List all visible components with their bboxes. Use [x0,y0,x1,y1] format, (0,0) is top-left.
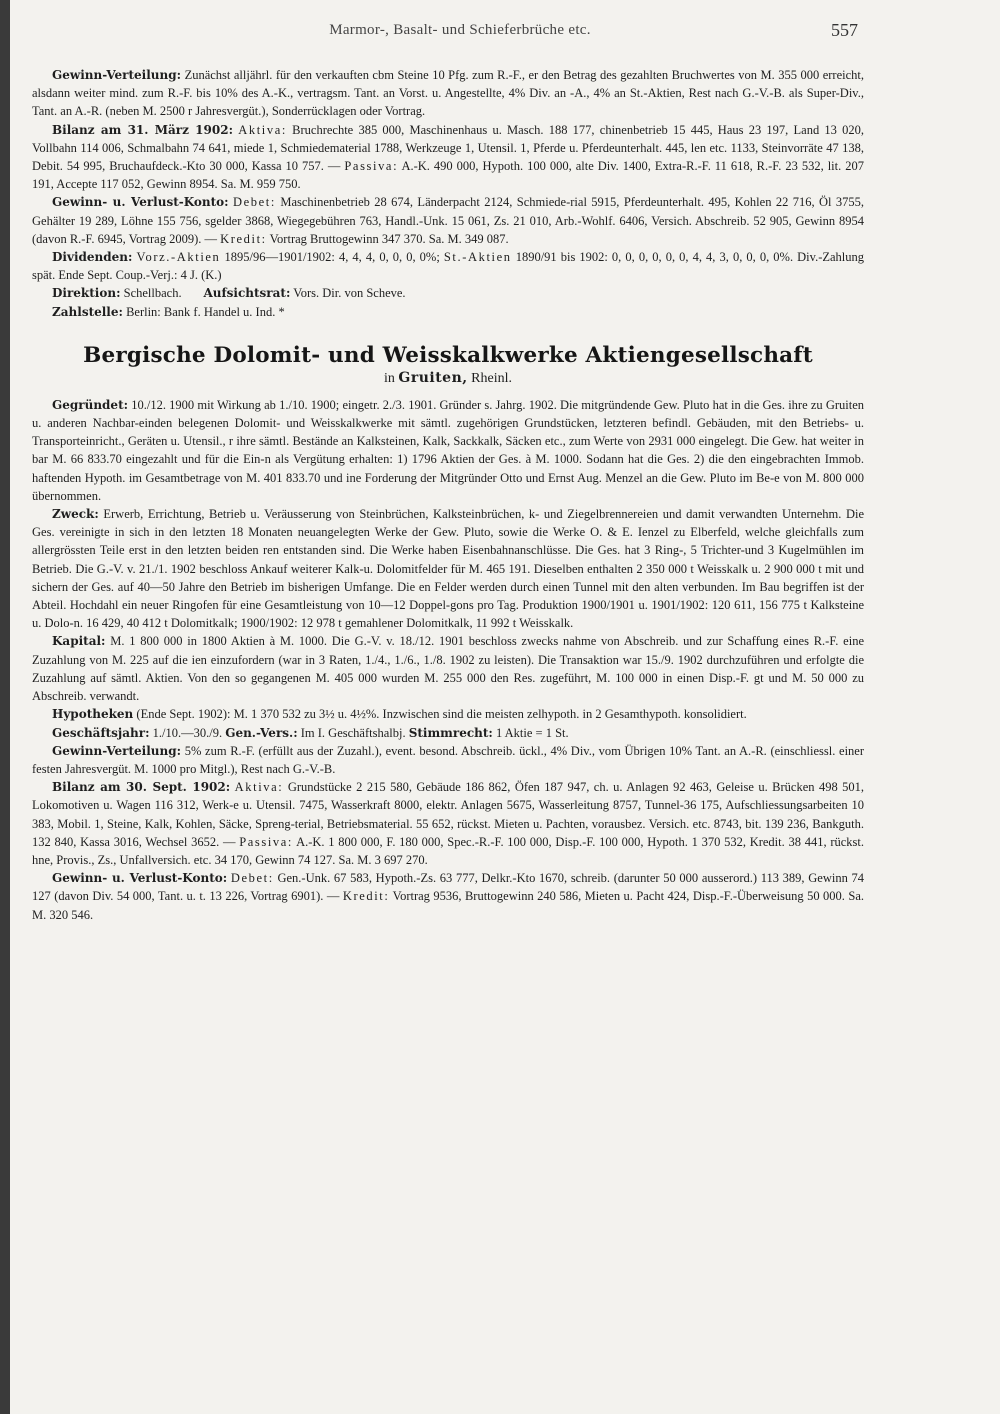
label-aktiva-2: Aktiva: [234,780,284,795]
label-debet: Debet: [233,195,276,210]
text-gewinn-verteilung: Zunächst alljährl. für den verkauften cbm Steine 10 Pfg. zum R.-F., er den Betrag des gezahlten Bruchwertes von M. 355 000 erreicht, alsdann weiter mind. zum R.-F. bis 10% des A.-K., vertragsm. Tant. an Vorst. u. Angestellte, 4% Div. an -A., 4% an St.-Aktien, Rest nach G.-V.-B. als Super-Div., Tant. an A.-R. (neben M. 2500 r Jahresvergüt.), Sonderrücklagen oder Vortrag. [32,68,865,119]
entry-zahlstelle [32,303,864,321]
book-spine-edge [0,0,10,1414]
text-kapital: M. 1 800 000 in 1800 Aktien à M. 1000. Die G.-V. v. 18./12. 1901 beschloss zwecks nahme von Abschreib. und zur Schaffung eines R.-F. eine Zuzahlung von M. 225 auf die ien einzufordern (war in 3 Raten, 1./4., 1./6., 1./8. 1902 zu leisten). Die Transaktion war 15./9. 1902 durchzuführen und erfolgte die Zuzahlung auf sämtl. Aktien. Von den so gegangenen M. 405 000 wurden M. 255 000 den Res. zugeführt, M. 100 000 in einen Disp.-F. gt und M. 50 000 zu Abschreib. verwandt. [32,634,864,704]
text-passiva: A.-K. 490 000, Hypoth. 100 000, alte Div. 1400, Extra-R.-F. 11 618, R.-F. 23 532, lit. 207 191, Accepte 117 052, Gewinn 8954. Sa. M. 959 750. [32,159,864,192]
text-gen-vers: Im I. Geschäftshalbj. [300,725,406,740]
text-stimmrecht: 1 Aktie = 1 St. [495,725,569,740]
label-aktiva: Aktiva: [238,122,287,137]
page-number: 557 [831,20,858,40]
label-zahlstelle: Zahlstelle: [52,304,123,319]
text-gewinn-verteilung-2: 5% zum R.-F. (erfüllt aus der Zuzahl.), event. besond. Abschreib. ückl., 4% Div., vom Übrigen 10% Tant. an A.-R. (einschliessl. einer festen Jahresvergüt. M. 1000 pro Mitgl.), Rest nach G.-V.-B. [32,743,864,776]
entry-hypotheken [32,705,864,723]
entry-gewinn-verlust-2 [32,869,864,924]
company-header [32,343,864,388]
entry-zweck [32,505,864,632]
text-st-aktien: 1890/91 bis 1902: 0, 0, 0, 0, 0, 0, 4, 4, 3, 0, 0, 0, 0%. Div.-Zahlung spät. Ende Sept. Coup.-Verj.: 4 J. (K.) [32,250,865,283]
label-zweck: Zweck: [52,507,99,522]
text-aufsichtsrat: Vors. Dir. von Scheve. [293,286,406,301]
place-prefix: in [384,370,395,386]
label-kapital: Kapital: [52,634,106,649]
place-name: Gruiten, [398,369,468,386]
entry-gewinn-verteilung-2 [32,742,864,778]
place-region: Rheinl. [471,370,512,386]
page-header [60,22,860,46]
text-column [32,66,864,924]
label-aufsichtsrat: Aufsichtsrat: [203,286,291,301]
entry-geschaeftsjahr [32,724,864,742]
label-kredit: Kredit: [220,231,267,246]
label-debet-2: Debet: [230,871,274,886]
label-gegruendet: Gegründet: [52,397,129,412]
text-aktiva: Bruchrechte 385 000, Maschinenhaus u. Masch. 188 177, chinenbetrieb 15 445, Haus 23 197, Land 13 020, Vollbahn 114 006, Schmalbahn 74 641, miede 1, Schmiedematerial 1788, Werkzeuge 1, Utensil. 1, Pferde u. Pferdeunterhalt. 445, len etc. 1133, Steinvorräte 47 138, Debit. 54 995, Bruchaufdeck.-Kto 30 000, Kassa 10 757. — [32,122,864,174]
entry-gewinn-verlust [32,193,864,248]
entry-dividenden [32,248,864,284]
text-geschaeftsjahr: 1./10.—30./9. [152,725,223,740]
text-direktion: Schellbach. [123,286,182,301]
label-stimmrecht: Stimmrecht: [408,725,493,740]
label-passiva-2: Passiva: [239,834,293,849]
company-name: Bergische Dolomit- und Weisskalkwerke Aktiengesellschaft [83,342,813,368]
entry-gegruendet [32,396,864,505]
text-kredit: Vortrag Bruttogewinn 347 370. Sa. M. 349 087. [269,231,509,246]
label-passiva: Passiva: [344,159,399,174]
entry-kapital [32,632,864,705]
entry-gewinn-verteilung [32,66,864,121]
entry-bilanz-2 [32,778,864,869]
text-zweck: Erwerb, Errichtung, Betrieb u. Veräusserung von Steinbrüchen, Kalksteinbrüchen, k- und Ziegelbrennereien und damit verwandten Unternehm. Die Ges. vereinigte in sich in den letzten 18 Monaten neuangelegten Werke der Gew. Pluto, sowie die Werke O. & E. Ienzel zu Elberfeld, welche gleichfalls zum allergrössten Teile erst in den letzten beiden ren entstanden sind. Die Werke haben Eisenbahnanschlüsse. Die Ges. hat 3 Ring-, 5 Trichter-und 3 Kugelmühlen im Betrieb. Die G.-V. v. 21./1. 1902 beschloss Ankauf weiterer Kalk-u. Dolomitfelder für M. 465 191. Dieselben enthalten 2 350 000 t Weisskalk u. 2 900 000 t mit und sichern der Ges. auf 40—50 Jahre den Betrieb im bisherigen Umfange. Die en Felder werden durch einen Tunnel mit den alten verbunden. Im Bau begriffen ist der Abteil. Hochdahl ein neuer Ringofen für eine Gesamtleistung von 10—12 Doppel-gons pro Tag. Produktion 1900/1901 u. 1901/1902: 120 611, 156 775 t Kalksteine u. Dolo-n. 16 429, 40 412 t Dolomitkalk; 1900/1902: 12 978 t gemahlener Dolomitkalk, 11 992 t Weisskalk. [32,507,865,631]
label-gewinn-verlust-2: Gewinn- u. Verlust-Konto: [52,871,228,886]
label-hypotheken: Hypotheken [52,707,134,722]
label-dividenden: Dividenden: [52,250,133,265]
text-zahlstelle: Berlin: Bank f. Handel u. Ind. * [126,304,285,319]
text-aktiva-2: Grundstücke 2 215 580, Gebäude 186 862, Öfen 187 947, ch. u. Anlagen 92 463, Geleise u. Brücken 498 501, Lokomotiven u. Wagen 116 312, Werk-e u. Utensil. 7475, Wasserkraft 8000, elektr. Anlagen 5675, Wasserleitung 8757, Tunnel-36 175, Aufschliessungsarbeiten 10 383, Mobil. 1, Steine, Kalk, Kohlen, Säcke, Spreng-terial, Betriebsmaterial. 55 652, rückst. Mieten u. Pachten, vorausbez. Versich. etc. 8743, bit. 139 236, Bankguth. 132 840, Kassa 3016, Wechsel 3652. — [32,780,865,849]
company-location [32,369,864,388]
entry-direktion [32,284,864,302]
text-passiva-2: A.-K. 1 800 000, F. 180 000, Spec.-R.-F. 100 000, Disp.-F. 100 000, Hypoth. 1 370 532, Kredit. 38 441, rückst. hne, Provis., Zs., Unfallversich. etc. 34 170, Gewinn 74 127. Sa. M. 3 697 270. [32,834,865,867]
label-bilanz: Bilanz am 31. März 1902: [52,122,234,137]
label-st-aktien: St.-Aktien [443,250,512,265]
text-gegruendet: 10./12. 1900 mit Wirkung ab 1./10. 1900; eingetr. 2./3. 1901. Gründer s. Jahrg. 1902. Die mitgründende Gew. Pluto hat in die Ges. ihre zu Gruiten u. anderen Nachbar-einden belegenen Dolomit- und Weisskalkwerke mit sämtl. zugehörigen Grundstücken, letzteren befindl. Gebäuden, mit den Betriebs- u. Transporteinricht., Geräten u. Utensil., r ihre sämtl. Bestände an Kalksteinen, Kalk, Sackkalk, Säcken etc., zum Werte von 2931 000 eingelegt. Die Gew. hat weiter in bar M. 66 833.70 eingezahlt und für die Ein-n als Vergütung erhalten: 1) 1796 Aktien der Ges. à M. 1000. Sodann hat die Ges. 2) die den eingebrachten Immob. haftenden Hypoth. im Gesamtbetrage von M. 401 833.70 und ine Forderung der Mitgründer Otto und Ernst Aug. Menzel an die Gew. Pluto im Be-e von M. 800 000 übernommen. [32,397,865,503]
running-title: Marmor-, Basalt- und Schieferbrüche etc. [329,22,591,38]
text-debet-2: Gen.-Unk. 67 583, Hypoth.-Zs. 63 777, Delkr.-Kto 1670, schreib. (darunter 50 000 ausserord.) 113 389, Gewinn 74 127 (davon Div. 54 000, Tant. u. t. 13 226, Vortrag 6901). — [32,871,864,904]
label-vorz-aktien: Vorz.-Aktien [136,250,221,265]
text-vorz-aktien: 1895/96—1901/1902: 4, 4, 4, 0, 0, 0, 0%; [224,250,440,265]
text-kredit-2: Vortrag 9536, Bruttogewinn 240 586, Mieten u. Pacht 424, Disp.-F.-Überweisung 50 000. Sa. M. 320 546. [32,889,865,922]
label-geschaeftsjahr: Geschäftsjahr: [52,725,150,740]
text-debet: Maschinenbetrieb 28 674, Länderpacht 2124, Schmiede-rial 5915, Pferdeunterhalt. 495, Kohlen 22 716, Öl 3755, Gehälter 19 289, Löhne 155 756, sgelder 3868, Wiegegebühren 763, Handl.-Unk. 15 061, Zs. 21 010, Arb.-Wohlf. 6406, Versich. Abschreib. 52 905, Gewinn 8954 (davon R.-F. 6945, Vortrag 2009). — [32,195,865,246]
label-gewinn-verteilung: Gewinn-Verteilung: [52,68,182,82]
label-gewinn-verlust: Gewinn- u. Verlust-Konto: [52,195,229,210]
label-kredit-2: Kredit: [342,889,390,904]
label-bilanz-2: Bilanz am 30. Sept. 1902: [52,780,231,795]
label-gen-vers: Gen.-Vers.: [225,725,298,740]
label-direktion: Direktion: [52,286,121,301]
text-hypotheken: (Ende Sept. 1902): M. 1 370 532 zu 3½ u. 4½%. Inzwischen sind die meisten zelhypoth. in 2 Gesamthypoth. konsolidiert. [136,707,747,722]
entry-bilanz [32,121,864,194]
label-gewinn-verteilung-2: Gewinn-Verteilung: [52,743,182,758]
